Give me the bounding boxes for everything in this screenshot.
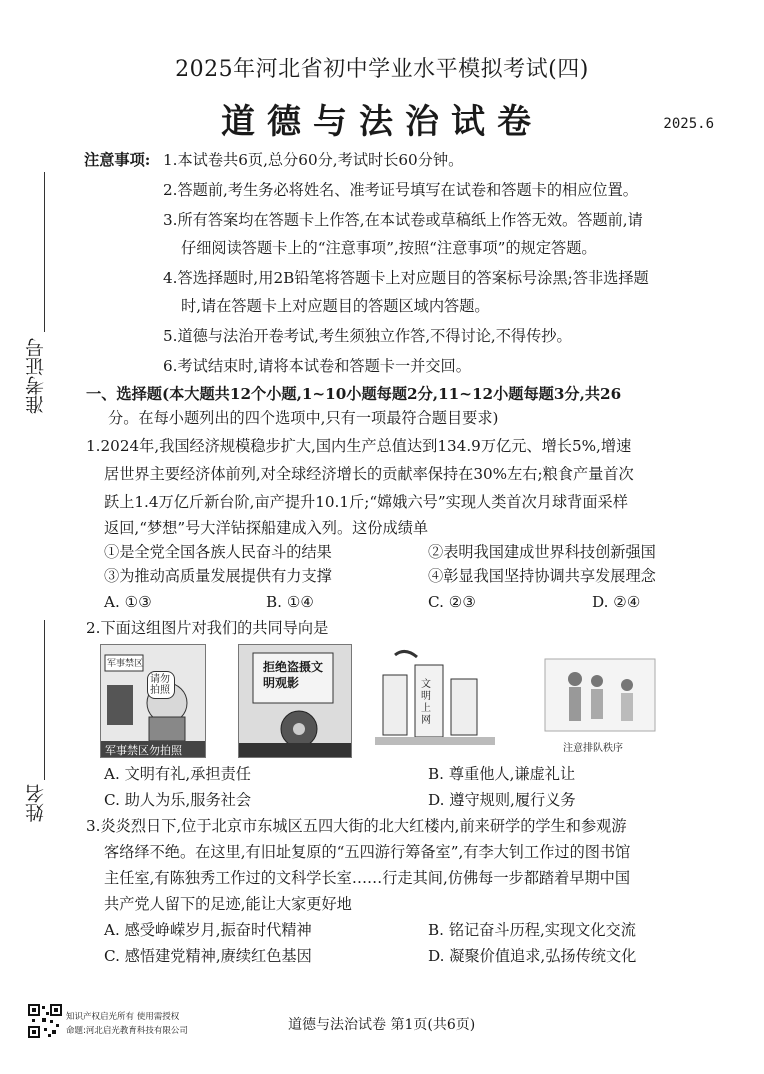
paper-title: 道德与法治试卷: [221, 102, 543, 142]
notice-item-3-cont: 仔细阅读答题卡上的“注意事项”,按照“注意事项”的规定答题。: [181, 239, 597, 257]
pic4-caption: 注意排队秩序: [563, 743, 623, 754]
q1-option-d: D. ②④: [592, 593, 641, 611]
q2-option-c: C. 助人为乐,服务社会: [104, 791, 252, 809]
pic1-caption: 军事禁区勿拍照: [105, 744, 182, 757]
notice-item-5: 5.道德与法治开卷考试,考生须独立作答,不得讨论,不得传抄。: [163, 327, 572, 345]
q1-option-c: C. ②③: [428, 593, 476, 611]
pic2-text: 拒绝盗摄文明观影: [263, 660, 324, 690]
q2-picture-4: [530, 648, 666, 762]
q2-option-b: B. 尊重他人,谦虚礼让: [428, 765, 576, 783]
side-label-id: 准考证号: [25, 338, 47, 414]
q3-option-a: A. 感受峥嵘岁月,振奋时代精神: [104, 921, 312, 939]
notice-heading: 注意事项:: [84, 151, 151, 169]
section1-line1: 一、选择题(本大题共12个小题,1~10小题每题2分,11~12小题每题3分,共26: [86, 385, 622, 403]
notice-item-1: 1.本试卷共6页,总分60分,考试时长60分钟。: [163, 151, 464, 169]
q3-line2: 客络绎不绝。在这里,有旧址复原的“五四游行筹备室”,有李大钊工作过的图书馆: [104, 843, 631, 861]
qr-code-icon: [28, 1004, 62, 1038]
q1-line4: 返回,“梦想”号大洋钻探船建成入列。这份成绩单: [104, 519, 429, 537]
pic1-bubble: 请勿拍照: [147, 671, 175, 699]
q1-line1: 1.2024年,我国经济规模稳步扩大,国内生产总值达到134.9万亿元、增长5%,增速: [86, 437, 632, 455]
notice-item-3: 3.所有答案均在答题卡上作答,在本试卷或草稿纸上作答无效。答题前,请: [163, 211, 643, 229]
q1-statement-4: ④彰显我国坚持协调共享发展理念: [428, 567, 656, 585]
q1-option-b: B. ①④: [266, 593, 315, 611]
q3-option-d: D. 凝聚价值追求,弘扬传统文化: [428, 947, 637, 965]
notice-item-4: 4.答选择题时,用2B铅笔将答题卡上对应题目的答案标号涂黑;答非选择题: [163, 269, 649, 287]
q1-line2: 居世界主要经济体前列,对全球经济增长的贡献率保持在30%左右;粮食产量首次: [104, 465, 634, 483]
q3-option-b: B. 铭记奋斗历程,实现文化交流: [428, 921, 636, 939]
q2-picture-1: [100, 644, 206, 758]
pic3-text: 文明上网: [421, 679, 431, 726]
q1-statement-1: ①是全党全国各族人民奋斗的结果: [104, 543, 332, 561]
section1-line2: 分。在每小题列出的四个选项中,只有一项最符合题目要求): [108, 409, 499, 427]
notice-item-4-cont: 时,请在答题卡上对应题目的答题区域内答题。: [181, 297, 490, 315]
q3-option-c: C. 感悟建党精神,赓续红色基因: [104, 947, 312, 965]
side-label-name: 姓名: [25, 784, 47, 822]
q1-line3: 跃上1.4万亿斤新台阶,亩产提升10.1斤;“嫦娥六号”实现人类首次月球背面采样: [104, 493, 628, 511]
q2-picture-2: [238, 644, 352, 758]
exam-title: 2025年河北省初中学业水平模拟考试(四): [175, 57, 589, 82]
id-underline: [44, 172, 45, 332]
page-footer: 道德与法治试卷 第1页(共6页): [288, 1017, 476, 1033]
q2-option-d: D. 遵守规则,履行义务: [428, 791, 576, 809]
pic1-sign: 军事禁区: [107, 659, 144, 669]
q1-option-a: A. ①③: [104, 593, 152, 611]
q3-line1: 3.炎炎烈日下,位于北京市东城区五四大街的北大红楼内,前来研学的学生和参观游: [86, 817, 627, 835]
exam-date: 2025.6: [663, 116, 714, 132]
name-underline: [44, 620, 45, 780]
q3-line3: 主任室,有陈独秀工作过的文科学长室……行走其间,仿佛每一步都踏着早期中国: [104, 869, 631, 887]
q3-line4: 共产党人留下的足迹,能让大家更好地: [104, 895, 352, 913]
notice-item-6: 6.考试结束时,请将本试卷和答题卡一并交回。: [163, 357, 471, 375]
q2-picture-3: [374, 644, 496, 758]
q1-statement-2: ②表明我国建成世界科技创新强国: [428, 543, 656, 561]
copyright-line-1: 知识产权启光所有 使用需授权: [66, 1012, 180, 1022]
q1-statement-3: ③为推动高质量发展提供有力支撑: [104, 567, 332, 585]
copyright-line-2: 命题:河北启光教育科技有限公司: [66, 1026, 188, 1036]
notice-item-2: 2.答题前,考生务必将姓名、准考证号填写在试卷和答题卡的相应位置。: [163, 181, 638, 199]
q2-stem: 2.下面这组图片对我们的共同导向是: [86, 619, 329, 637]
q2-option-a: A. 文明有礼,承担责任: [104, 765, 251, 783]
